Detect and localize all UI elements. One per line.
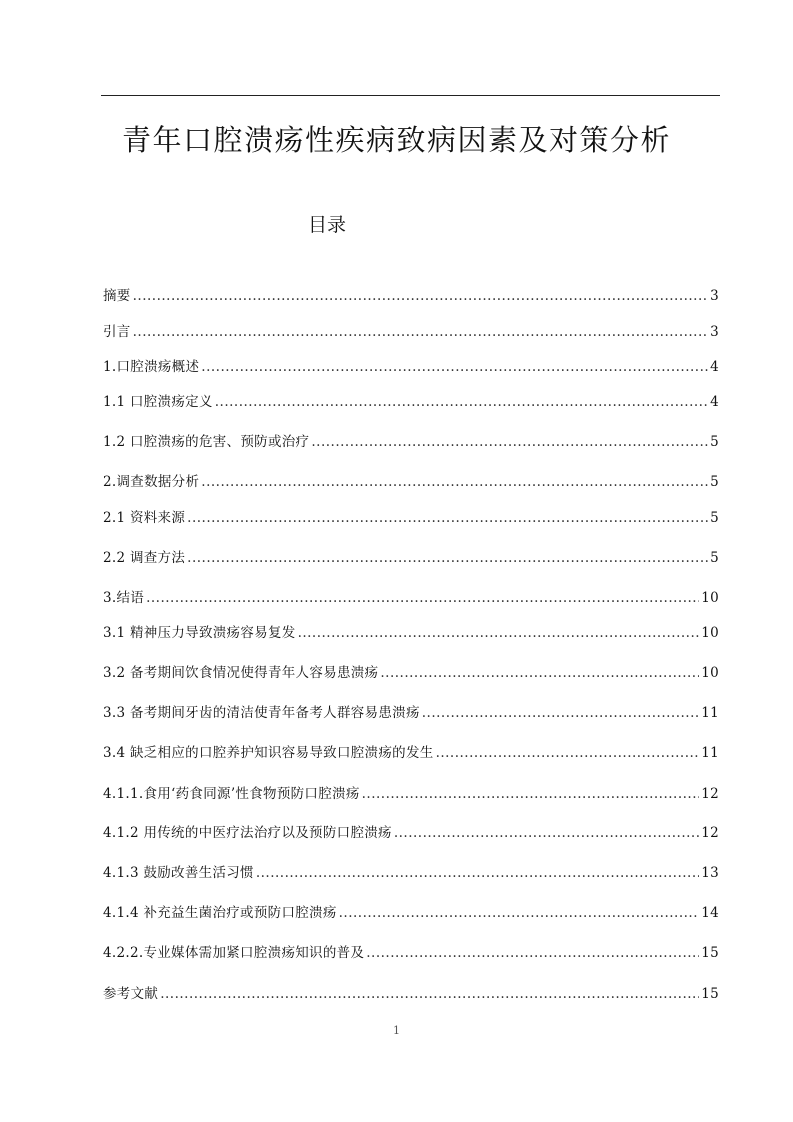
toc-dot-leader xyxy=(362,779,700,809)
toc-dot-leader xyxy=(201,352,708,382)
toc-entry-page: 3 xyxy=(710,324,719,340)
toc-dot-leader xyxy=(187,543,708,573)
toc-entry-label: 3.结语 xyxy=(103,590,145,606)
toc-heading: 目录 xyxy=(308,214,347,236)
toc-dot-leader xyxy=(256,858,699,888)
toc-entry-page: 11 xyxy=(701,745,719,761)
toc-entry[interactable] xyxy=(103,317,719,347)
toc-entry-page: 10 xyxy=(701,625,719,641)
toc-entry-label: 4.2.2.专业媒体需加紧口腔溃疡知识的普及 xyxy=(103,945,365,961)
toc-entry-page: 14 xyxy=(701,905,719,921)
toc-entry-label: 3.1 精神压力导致溃疡容易复发 xyxy=(103,625,296,641)
toc-dot-leader xyxy=(160,979,699,1009)
toc-entry[interactable] xyxy=(103,503,719,533)
toc-dot-leader xyxy=(298,618,700,648)
toc-dot-leader xyxy=(422,698,699,728)
toc-dot-leader xyxy=(133,281,709,311)
toc-entry-page: 5 xyxy=(710,550,719,566)
toc-entry[interactable] xyxy=(103,583,719,613)
toc-entry-label: 1.口腔溃疡概述 xyxy=(103,359,200,375)
toc-dot-leader xyxy=(201,467,708,497)
toc-entry[interactable] xyxy=(103,938,719,968)
toc-entry-page: 5 xyxy=(710,434,719,450)
toc-entry-page: 4 xyxy=(710,359,719,375)
toc-dot-leader xyxy=(187,503,708,533)
toc-entry-page: 12 xyxy=(701,786,719,802)
toc-entry-label: 引言 xyxy=(103,324,131,340)
toc-entry-label: 4.1.2 用传统的中医疗法治疗以及预防口腔溃疡 xyxy=(103,825,392,841)
toc-entry-label: 2.调查数据分析 xyxy=(103,474,200,490)
toc-entry-label: 1.2 口腔溃疡的危害、预防或治疗 xyxy=(103,434,310,450)
toc-entry-label: 3.2 备考期间饮食情况使得青年人容易患溃疡 xyxy=(103,665,379,681)
toc-entry-label: 4.1.1.食用‘药食同源’性食物预防口腔溃疡 xyxy=(103,786,360,802)
toc-entry[interactable] xyxy=(103,467,719,497)
toc-entry-page: 15 xyxy=(701,986,719,1002)
document-title: 青年口腔溃疡性疾病致病因素及对策分析 xyxy=(121,123,671,157)
toc-entry[interactable] xyxy=(103,427,719,457)
toc-entry-page: 15 xyxy=(701,945,719,961)
toc-entry-label: 1.1 口腔溃疡定义 xyxy=(103,394,213,410)
toc-entry-page: 3 xyxy=(710,288,719,304)
toc-entry-page: 11 xyxy=(701,705,719,721)
toc-dot-leader xyxy=(380,658,699,688)
toc-entry[interactable] xyxy=(103,281,719,311)
toc-entry-label: 2.2 调查方法 xyxy=(103,550,186,566)
toc-dot-leader xyxy=(339,898,700,928)
toc-entry-label: 4.1.4 补充益生菌治疗或预防口腔溃疡 xyxy=(103,905,337,921)
toc-entry-page: 4 xyxy=(710,394,719,410)
toc-entry[interactable] xyxy=(103,618,719,648)
page-number: 1 xyxy=(393,1024,400,1037)
header-rule xyxy=(101,95,720,96)
toc-entry-label: 3.3 备考期间牙齿的清洁使青年备考人群容易患溃疡 xyxy=(103,705,420,721)
toc-dot-leader xyxy=(311,427,708,457)
toc-entry-page: 10 xyxy=(701,590,719,606)
toc-entry[interactable] xyxy=(103,543,719,573)
toc-dot-leader xyxy=(146,583,699,613)
toc-entry[interactable] xyxy=(103,387,719,417)
toc-dot-leader xyxy=(436,738,700,768)
toc-entry-label: 2.1 资料来源 xyxy=(103,510,186,526)
toc-entry[interactable] xyxy=(103,979,719,1009)
toc-entry-page: 12 xyxy=(701,825,719,841)
toc-entry[interactable] xyxy=(103,818,719,848)
toc-entry[interactable] xyxy=(103,352,719,382)
toc-entry[interactable] xyxy=(103,858,719,888)
toc-dot-leader xyxy=(133,317,709,347)
toc-entry[interactable] xyxy=(103,779,719,809)
toc-dot-leader xyxy=(215,387,708,417)
toc-entry[interactable] xyxy=(103,698,719,728)
toc-entry-page: 5 xyxy=(710,474,719,490)
toc-entry-page: 5 xyxy=(710,510,719,526)
toc-entry-label: 3.4 缺乏相应的口腔养护知识容易导致口腔溃疡的发生 xyxy=(103,745,434,761)
toc-entry-page: 13 xyxy=(701,865,719,881)
toc-entry-label: 参考文献 xyxy=(103,986,159,1002)
toc-dot-leader xyxy=(394,818,699,848)
toc-entry-label: 4.1.3 鼓励改善生活习惯 xyxy=(103,865,254,881)
toc-entry[interactable] xyxy=(103,898,719,928)
toc-entry-page: 10 xyxy=(701,665,719,681)
toc-entry-label: 摘要 xyxy=(103,288,131,304)
toc-entry[interactable] xyxy=(103,658,719,688)
toc-dot-leader xyxy=(366,938,699,968)
toc-entry[interactable] xyxy=(103,738,719,768)
